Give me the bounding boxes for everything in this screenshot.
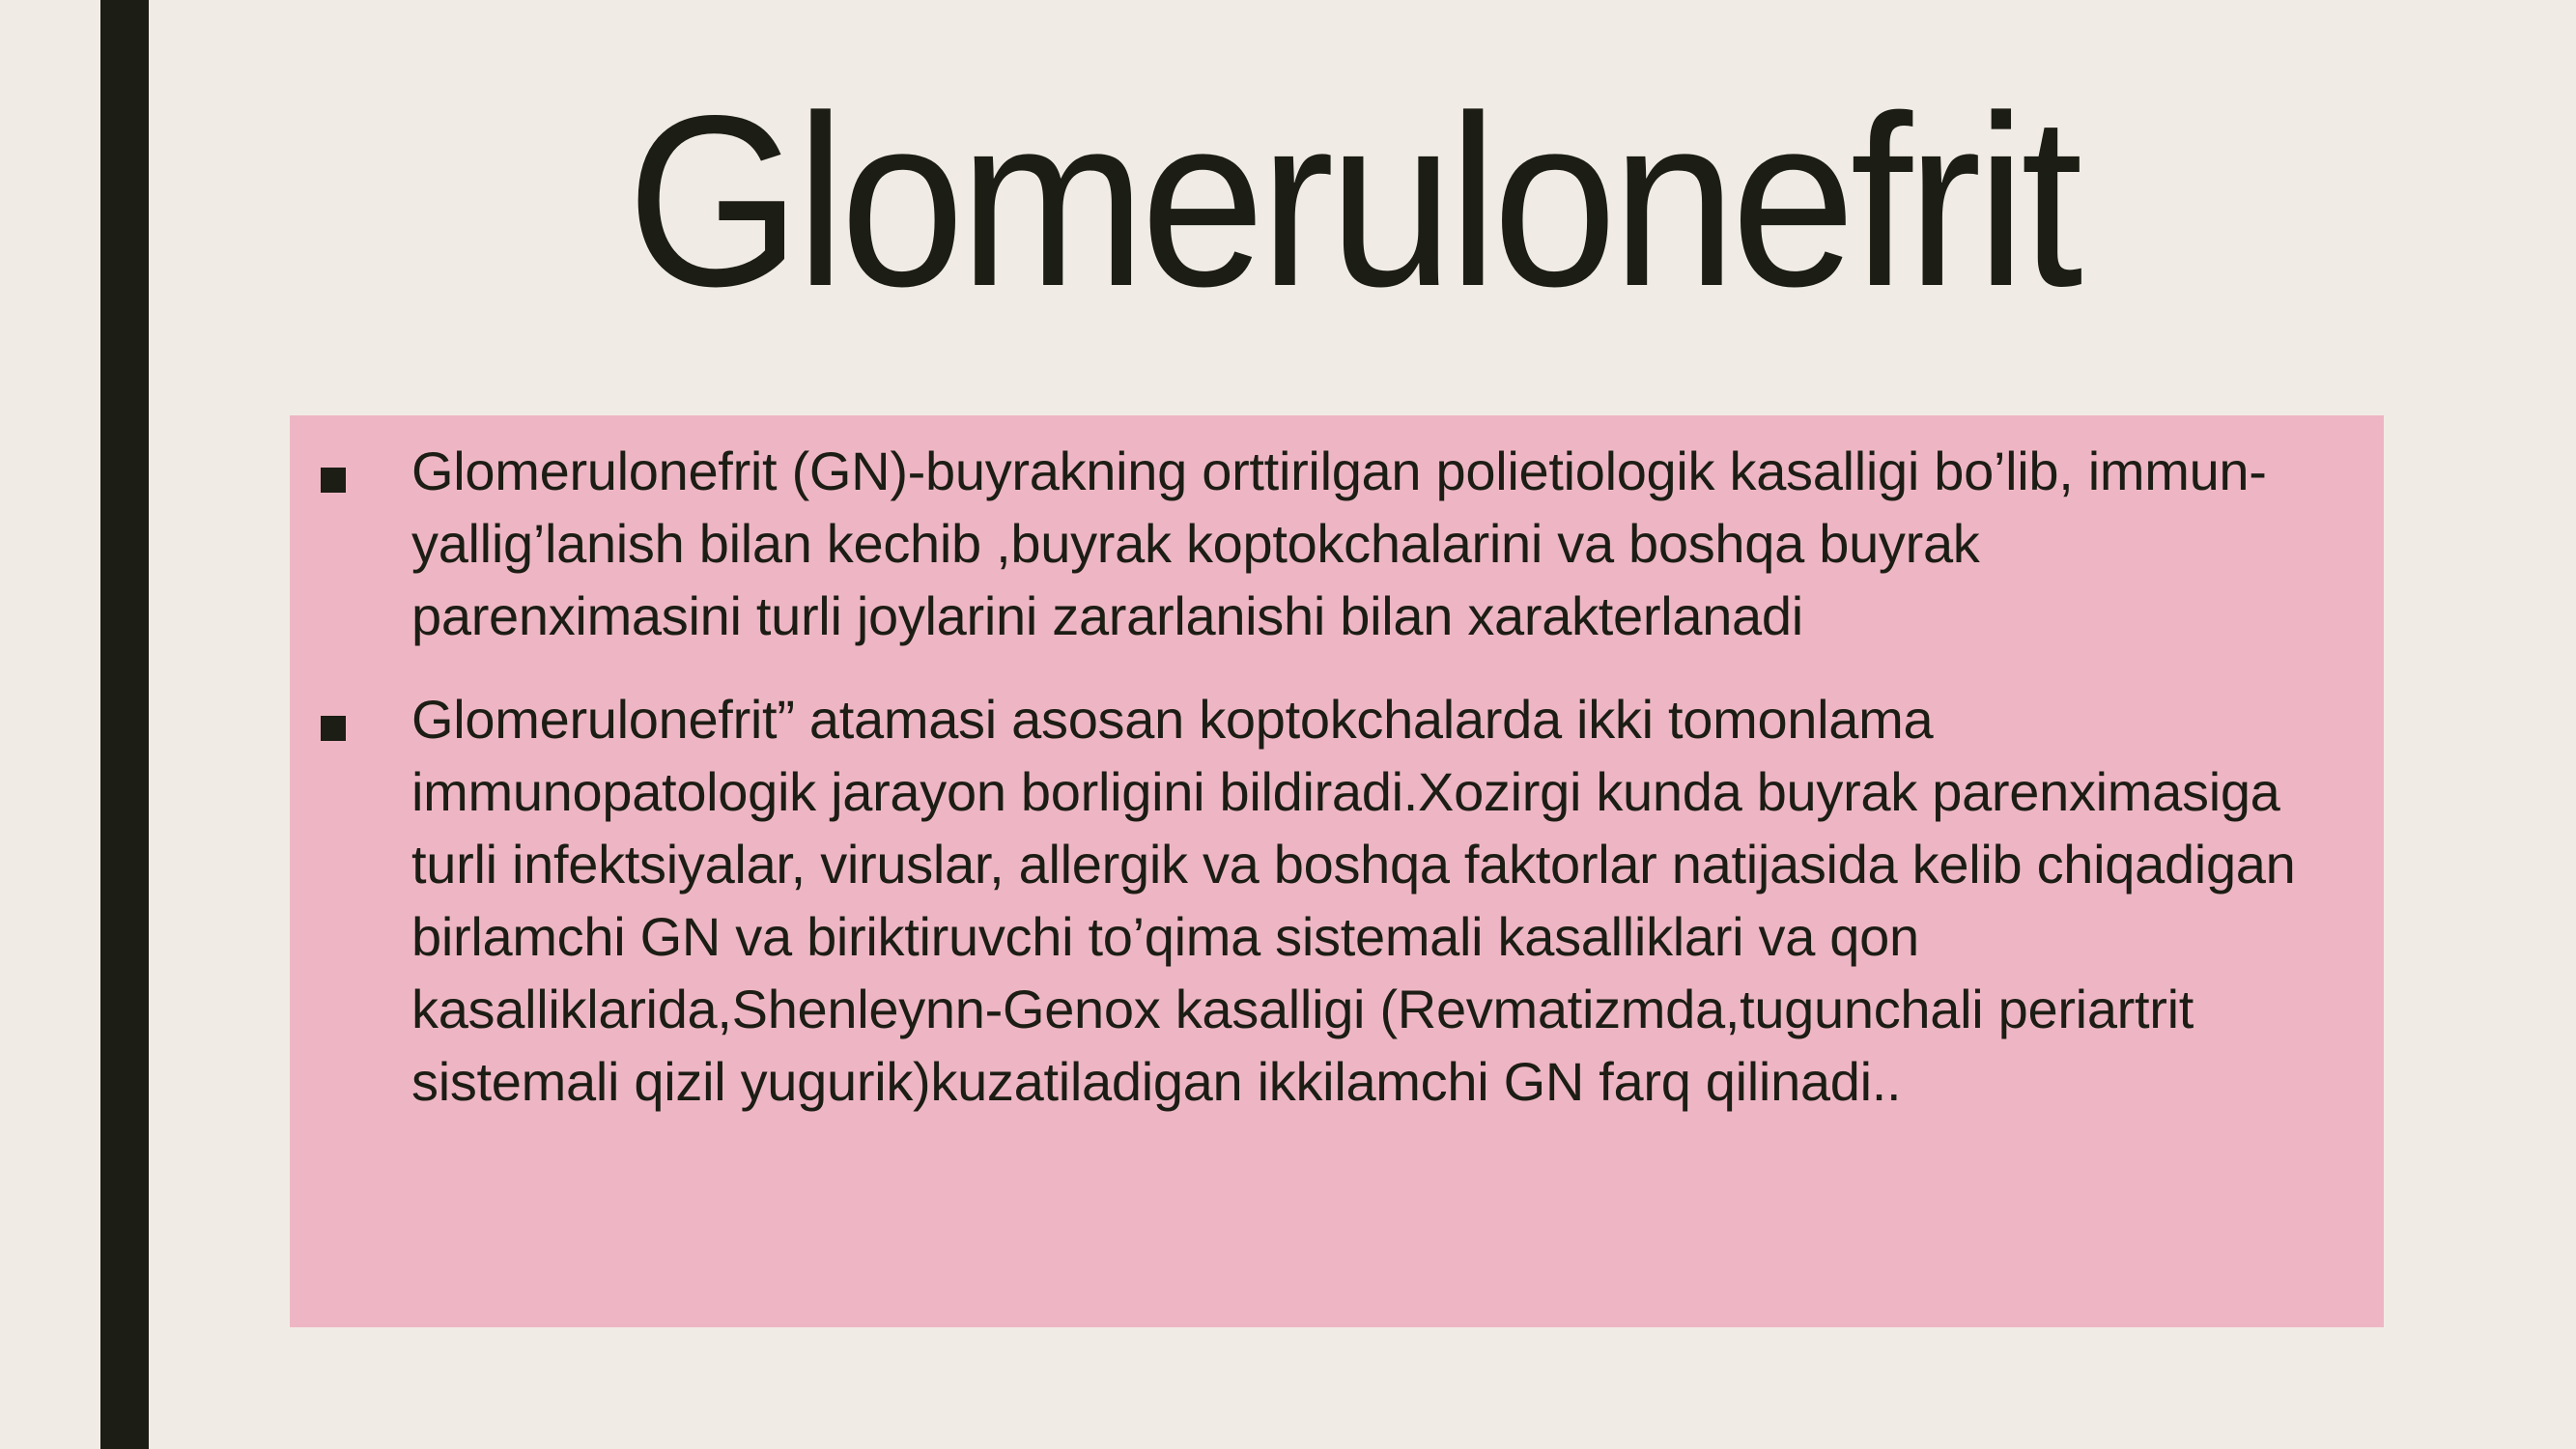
- content-box: [290, 415, 2384, 1327]
- square-bullet-icon: [321, 716, 346, 741]
- accent-bar: [100, 0, 149, 1449]
- square-bullet-icon: [321, 468, 346, 493]
- bullet-text-definition: Glomerulonefrit (GN)-buyrakning orttirilgan polietiologik kasalligi bo’lib, immun-yallig’lanish bilan kechib ,buyrak koptokchalarini va boshqa buyrak parenximasini turli joylarini zararlanishi bilan xarakterlanadi: [411, 440, 2267, 646]
- bullet-item-definition: [311, 435, 2316, 652]
- bullet-text-classification: Glomerulonefrit” atamasi asosan koptokchalarda ikki tomonlama immunopatologik jarayon borligini bildiradi.Xozirgi kunda buyrak parenximasiga turli infektsiyalar, viruslar, allergik va boshqa faktorlar natijasida kelib chiqadigan birlamchi GN va biriktiruvchi to’qima sistemali kasalliklari va qon kasalliklarida,Shenleynn-Genox kasalligi (Revmatizmda,tugunchali periartrit sistemali qizil yugurik)kuzatiladigan ikkilamchi GN farq qilinadi..: [411, 689, 2296, 1112]
- bullet-list: [311, 435, 2316, 1118]
- bullet-item-classification: [311, 683, 2316, 1118]
- slide-title: Glomerulonefrit: [626, 66, 2079, 337]
